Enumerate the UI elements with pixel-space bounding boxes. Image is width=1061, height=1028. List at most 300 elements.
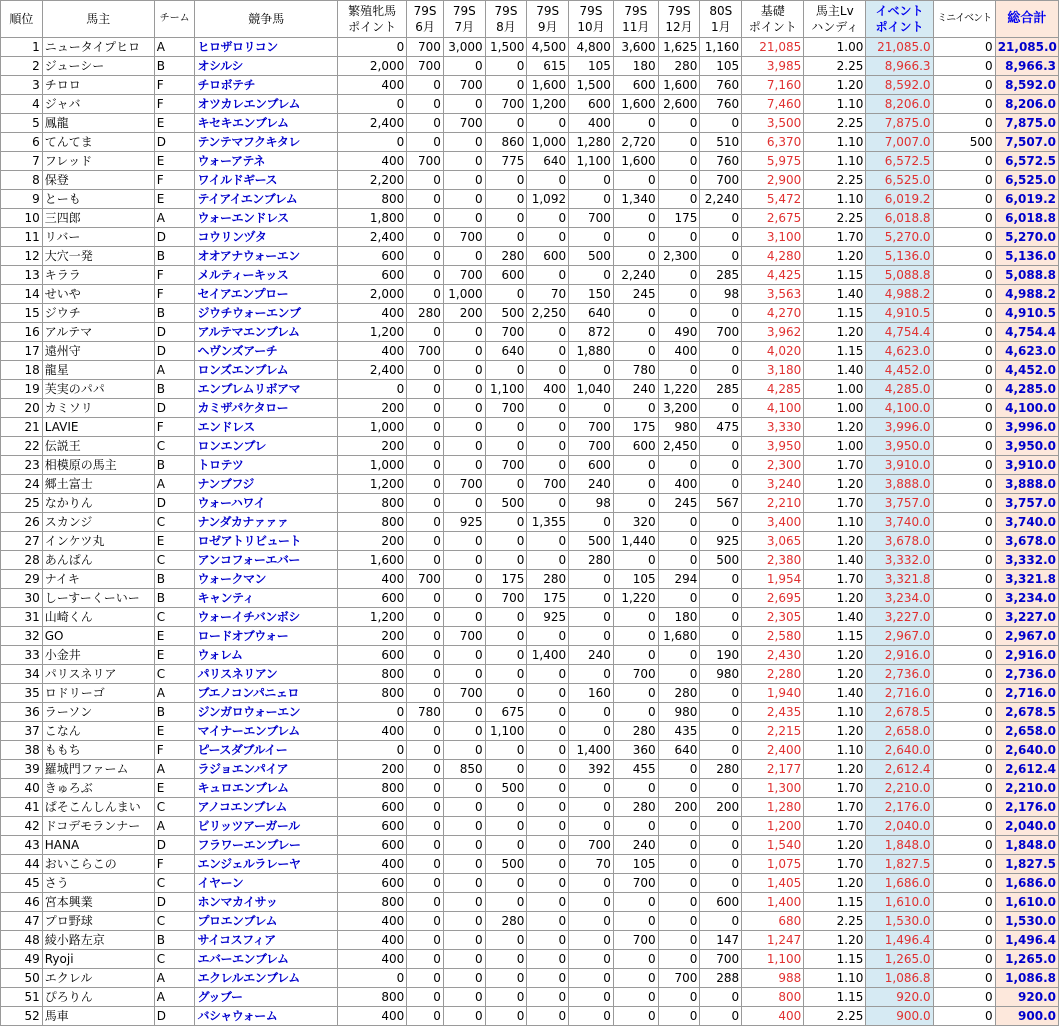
month-8-cell: 500 xyxy=(485,779,527,798)
horse-cell: ナンダカナァァァ xyxy=(195,513,338,532)
handicap-cell: 1.20 xyxy=(804,475,866,494)
team-cell: B xyxy=(154,57,195,76)
month-10-cell: 392 xyxy=(569,760,614,779)
breeding-points-cell: 0 xyxy=(338,703,407,722)
total-cell: 6,572.5 xyxy=(995,152,1058,171)
month-1-cell: 0 xyxy=(700,513,742,532)
team-cell: F xyxy=(154,855,195,874)
team-cell: C xyxy=(154,551,195,570)
owner-cell: 小金井 xyxy=(42,646,154,665)
breeding-points-cell: 400 xyxy=(338,855,407,874)
horse-cell: イヤーン xyxy=(195,874,338,893)
breeding-points-cell: 800 xyxy=(338,779,407,798)
base-points-cell: 4,285 xyxy=(742,380,804,399)
breeding-points-cell: 1,200 xyxy=(338,608,407,627)
rank-cell: 27 xyxy=(1,532,43,551)
month-11-cell: 0 xyxy=(613,304,658,323)
month-12-cell: 0 xyxy=(658,532,700,551)
table-body xyxy=(1,38,1059,1026)
breeding-points-cell: 800 xyxy=(338,665,407,684)
breeding-points-cell: 800 xyxy=(338,988,407,1007)
month-11-cell: 0 xyxy=(613,399,658,418)
breeding-points-cell: 2,400 xyxy=(338,228,407,247)
header-lv-line1: 馬主Lv xyxy=(815,4,854,18)
month-11-cell: 1,600 xyxy=(613,152,658,171)
month-6-cell: 0 xyxy=(407,646,444,665)
month-12-cell: 1,220 xyxy=(658,380,700,399)
handicap-cell: 1.40 xyxy=(804,608,866,627)
mini-event-cell: 0 xyxy=(933,38,995,57)
total-cell: 3,321.8 xyxy=(995,570,1058,589)
horse-cell: ホンマカイサッ xyxy=(195,893,338,912)
month-6-cell: 700 xyxy=(407,38,444,57)
mini-event-cell: 0 xyxy=(933,627,995,646)
team-cell: E xyxy=(154,190,195,209)
rank-cell: 50 xyxy=(1,969,43,988)
base-points-cell: 2,580 xyxy=(742,627,804,646)
month-12-cell: 0 xyxy=(658,190,700,209)
horse-cell: コウリンヅタ xyxy=(195,228,338,247)
table-row xyxy=(1,38,1059,57)
horse-cell: プロエンブレム xyxy=(195,912,338,931)
month-11-cell: 0 xyxy=(613,209,658,228)
rank-cell: 13 xyxy=(1,266,43,285)
breeding-points-cell: 600 xyxy=(338,874,407,893)
month-9-cell: 0 xyxy=(527,969,569,988)
month-10-cell: 0 xyxy=(569,266,614,285)
horse-cell: ウォーハワイ xyxy=(195,494,338,513)
month-10-cell: 0 xyxy=(569,722,614,741)
month-10-cell: 0 xyxy=(569,1007,614,1026)
handicap-cell: 1.70 xyxy=(804,494,866,513)
month-12-cell: 280 xyxy=(658,684,700,703)
horse-cell: キャンティ xyxy=(195,589,338,608)
breeding-points-cell: 600 xyxy=(338,836,407,855)
header-month-4 xyxy=(527,1,569,38)
base-points-cell: 3,065 xyxy=(742,532,804,551)
breeding-points-cell: 1,200 xyxy=(338,323,407,342)
breeding-points-cell: 600 xyxy=(338,589,407,608)
month-1-cell: 0 xyxy=(700,817,742,836)
handicap-cell: 1.00 xyxy=(804,380,866,399)
owner-cell: 相模原の馬主 xyxy=(42,456,154,475)
base-points-cell: 2,305 xyxy=(742,608,804,627)
header-month-2-line1: 79S xyxy=(452,4,476,18)
mini-event-cell: 0 xyxy=(933,855,995,874)
month-10-cell: 0 xyxy=(569,950,614,969)
team-cell: B xyxy=(154,456,195,475)
month-6-cell: 0 xyxy=(407,418,444,437)
event-points-cell: 6,019.2 xyxy=(866,190,933,209)
header-lv-line2: ハンディ xyxy=(811,20,859,34)
owner-cell: さう xyxy=(42,874,154,893)
mini-event-cell: 0 xyxy=(933,760,995,779)
month-6-cell: 0 xyxy=(407,361,444,380)
horse-cell: ウォーイチバンボシ xyxy=(195,608,338,627)
month-1-cell: 147 xyxy=(700,931,742,950)
month-12-cell: 980 xyxy=(658,418,700,437)
month-9-cell: 0 xyxy=(527,874,569,893)
month-11-cell: 0 xyxy=(613,323,658,342)
month-8-cell: 1,500 xyxy=(485,38,527,57)
month-11-cell: 320 xyxy=(613,513,658,532)
header-total: 総合計 xyxy=(995,1,1058,38)
team-cell: E xyxy=(154,532,195,551)
event-points-cell: 1,496.4 xyxy=(866,931,933,950)
month-7-cell: 0 xyxy=(443,798,485,817)
base-points-cell: 4,020 xyxy=(742,342,804,361)
month-1-cell: 760 xyxy=(700,95,742,114)
header-month-2 xyxy=(443,1,485,38)
month-8-cell: 0 xyxy=(485,418,527,437)
breeding-points-cell: 800 xyxy=(338,190,407,209)
month-6-cell: 0 xyxy=(407,893,444,912)
month-10-cell: 0 xyxy=(569,228,614,247)
total-cell: 4,754.4 xyxy=(995,323,1058,342)
month-7-cell: 3,000 xyxy=(443,38,485,57)
month-1-cell: 0 xyxy=(700,247,742,266)
month-7-cell: 0 xyxy=(443,57,485,76)
owner-cell: せいや xyxy=(42,285,154,304)
table-row xyxy=(1,912,1059,931)
month-6-cell: 0 xyxy=(407,798,444,817)
event-points-cell: 2,210.0 xyxy=(866,779,933,798)
rank-cell: 35 xyxy=(1,684,43,703)
total-cell: 3,227.0 xyxy=(995,608,1058,627)
rank-cell: 44 xyxy=(1,855,43,874)
owner-cell: チロロ xyxy=(42,76,154,95)
owner-cell: キララ xyxy=(42,266,154,285)
breeding-points-cell: 1,800 xyxy=(338,209,407,228)
header-month-7-line1: 79S xyxy=(667,4,691,18)
month-10-cell: 1,100 xyxy=(569,152,614,171)
month-10-cell: 0 xyxy=(569,608,614,627)
table-row xyxy=(1,741,1059,760)
owner-cell: LAVIE xyxy=(42,418,154,437)
month-11-cell: 1,440 xyxy=(613,532,658,551)
month-9-cell: 0 xyxy=(527,665,569,684)
rank-cell: 45 xyxy=(1,874,43,893)
handicap-cell: 1.40 xyxy=(804,361,866,380)
month-11-cell: 0 xyxy=(613,950,658,969)
month-8-cell: 0 xyxy=(485,817,527,836)
team-cell: E xyxy=(154,779,195,798)
month-7-cell: 700 xyxy=(443,475,485,494)
base-points-cell: 2,400 xyxy=(742,741,804,760)
owner-cell: ロドリーゴ xyxy=(42,684,154,703)
breeding-points-cell: 0 xyxy=(338,133,407,152)
owner-cell: 山崎くん xyxy=(42,608,154,627)
mini-event-cell: 0 xyxy=(933,304,995,323)
rank-cell: 14 xyxy=(1,285,43,304)
rank-cell: 12 xyxy=(1,247,43,266)
handicap-cell: 1.10 xyxy=(804,703,866,722)
month-6-cell: 700 xyxy=(407,342,444,361)
month-1-cell: 0 xyxy=(700,361,742,380)
base-points-cell: 1,400 xyxy=(742,893,804,912)
month-9-cell: 0 xyxy=(527,266,569,285)
base-points-cell: 3,100 xyxy=(742,228,804,247)
owner-cell: ドコデモランナー xyxy=(42,817,154,836)
month-8-cell: 0 xyxy=(485,1007,527,1026)
month-9-cell: 0 xyxy=(527,627,569,646)
event-points-cell: 1,530.0 xyxy=(866,912,933,931)
month-1-cell: 0 xyxy=(700,874,742,893)
owner-cell: スカンジ xyxy=(42,513,154,532)
month-9-cell: 400 xyxy=(527,380,569,399)
team-cell: C xyxy=(154,513,195,532)
month-12-cell: 0 xyxy=(658,171,700,190)
month-11-cell: 0 xyxy=(613,494,658,513)
month-6-cell: 700 xyxy=(407,570,444,589)
header-rank: 順位 xyxy=(1,1,43,38)
header-month-1-line2: 6月 xyxy=(415,20,435,34)
base-points-cell: 3,563 xyxy=(742,285,804,304)
breeding-points-cell: 2,200 xyxy=(338,171,407,190)
mini-event-cell: 0 xyxy=(933,703,995,722)
horse-cell: パリスネリアン xyxy=(195,665,338,684)
month-10-cell: 1,040 xyxy=(569,380,614,399)
owner-cell: おいこらこの xyxy=(42,855,154,874)
month-12-cell: 0 xyxy=(658,779,700,798)
handicap-cell: 1.10 xyxy=(804,969,866,988)
horse-cell: エクレルエンブレム xyxy=(195,969,338,988)
month-9-cell: 0 xyxy=(527,418,569,437)
month-1-cell: 0 xyxy=(700,209,742,228)
table-row xyxy=(1,190,1059,209)
event-points-cell: 21,085.0 xyxy=(866,38,933,57)
horse-cell: エンドレス xyxy=(195,418,338,437)
month-12-cell: 400 xyxy=(658,475,700,494)
month-7-cell: 0 xyxy=(443,133,485,152)
month-9-cell: 0 xyxy=(527,779,569,798)
month-10-cell: 700 xyxy=(569,836,614,855)
month-7-cell: 0 xyxy=(443,209,485,228)
mini-event-cell: 0 xyxy=(933,893,995,912)
event-points-cell: 2,612.4 xyxy=(866,760,933,779)
month-10-cell: 1,280 xyxy=(569,133,614,152)
mini-event-cell: 0 xyxy=(933,190,995,209)
rank-cell: 5 xyxy=(1,114,43,133)
month-7-cell: 0 xyxy=(443,551,485,570)
total-cell: 7,507.0 xyxy=(995,133,1058,152)
header-month-8 xyxy=(700,1,742,38)
month-10-cell: 160 xyxy=(569,684,614,703)
mini-event-cell: 0 xyxy=(933,722,995,741)
month-12-cell: 0 xyxy=(658,152,700,171)
month-7-cell: 0 xyxy=(443,893,485,912)
horse-cell: ブエノコンパニェロ xyxy=(195,684,338,703)
month-8-cell: 1,100 xyxy=(485,380,527,399)
rank-cell: 39 xyxy=(1,760,43,779)
team-cell: C xyxy=(154,437,195,456)
rank-cell: 43 xyxy=(1,836,43,855)
horse-cell: ビリッツアーガール xyxy=(195,817,338,836)
mini-event-cell: 0 xyxy=(933,266,995,285)
month-10-cell: 0 xyxy=(569,893,614,912)
horse-cell: オシルシ xyxy=(195,57,338,76)
table-row xyxy=(1,703,1059,722)
month-12-cell: 294 xyxy=(658,570,700,589)
month-10-cell: 0 xyxy=(569,703,614,722)
month-9-cell: 615 xyxy=(527,57,569,76)
team-cell: C xyxy=(154,912,195,931)
month-12-cell: 0 xyxy=(658,551,700,570)
month-1-cell: 0 xyxy=(700,722,742,741)
month-10-cell: 0 xyxy=(569,361,614,380)
month-8-cell: 700 xyxy=(485,456,527,475)
month-10-cell: 105 xyxy=(569,57,614,76)
owner-cell: リバー xyxy=(42,228,154,247)
month-6-cell: 0 xyxy=(407,209,444,228)
mini-event-cell: 0 xyxy=(933,1007,995,1026)
handicap-cell: 1.20 xyxy=(804,665,866,684)
event-points-cell: 1,265.0 xyxy=(866,950,933,969)
month-10-cell: 0 xyxy=(569,665,614,684)
month-10-cell: 240 xyxy=(569,475,614,494)
month-11-cell: 0 xyxy=(613,969,658,988)
owner-cell: ジウチ xyxy=(42,304,154,323)
base-points-cell: 800 xyxy=(742,988,804,1007)
team-cell: D xyxy=(154,399,195,418)
team-cell: A xyxy=(154,969,195,988)
header-month-8-line1: 80S xyxy=(709,4,733,18)
header-month-3-line1: 79S xyxy=(494,4,518,18)
mini-event-cell: 0 xyxy=(933,551,995,570)
month-11-cell: 280 xyxy=(613,798,658,817)
month-8-cell: 0 xyxy=(485,665,527,684)
handicap-cell: 1.40 xyxy=(804,551,866,570)
breeding-points-cell: 200 xyxy=(338,760,407,779)
total-cell: 2,967.0 xyxy=(995,627,1058,646)
month-1-cell: 700 xyxy=(700,950,742,969)
owner-cell: こなん xyxy=(42,722,154,741)
month-11-cell: 360 xyxy=(613,741,658,760)
breeding-points-cell: 0 xyxy=(338,95,407,114)
month-12-cell: 0 xyxy=(658,817,700,836)
table-row xyxy=(1,608,1059,627)
mini-event-cell: 0 xyxy=(933,950,995,969)
month-8-cell: 0 xyxy=(485,741,527,760)
rank-cell: 16 xyxy=(1,323,43,342)
breeding-points-cell: 1,000 xyxy=(338,418,407,437)
table-row xyxy=(1,323,1059,342)
event-points-cell: 3,757.0 xyxy=(866,494,933,513)
event-points-cell: 2,716.0 xyxy=(866,684,933,703)
mini-event-cell: 0 xyxy=(933,228,995,247)
mini-event-cell: 0 xyxy=(933,285,995,304)
event-points-cell: 7,007.0 xyxy=(866,133,933,152)
header-breeding xyxy=(338,1,407,38)
month-11-cell: 245 xyxy=(613,285,658,304)
rank-cell: 29 xyxy=(1,570,43,589)
month-1-cell: 0 xyxy=(700,836,742,855)
month-1-cell: 0 xyxy=(700,228,742,247)
month-9-cell: 1,600 xyxy=(527,76,569,95)
breeding-points-cell: 1,600 xyxy=(338,551,407,570)
month-10-cell: 700 xyxy=(569,209,614,228)
breeding-points-cell: 200 xyxy=(338,437,407,456)
month-6-cell: 0 xyxy=(407,95,444,114)
table-row xyxy=(1,304,1059,323)
month-6-cell: 0 xyxy=(407,1007,444,1026)
breeding-points-cell: 0 xyxy=(338,380,407,399)
breeding-points-cell: 600 xyxy=(338,266,407,285)
horse-cell: テイアイエンブレム xyxy=(195,190,338,209)
mini-event-cell: 0 xyxy=(933,798,995,817)
event-points-cell: 920.0 xyxy=(866,988,933,1007)
horse-cell: ロゼアトリビュート xyxy=(195,532,338,551)
breeding-points-cell: 200 xyxy=(338,532,407,551)
horse-cell: ウォークマン xyxy=(195,570,338,589)
mini-event-cell: 0 xyxy=(933,171,995,190)
event-points-cell: 4,988.2 xyxy=(866,285,933,304)
total-cell: 3,910.0 xyxy=(995,456,1058,475)
month-11-cell: 780 xyxy=(613,361,658,380)
event-points-cell: 2,916.0 xyxy=(866,646,933,665)
table-row xyxy=(1,418,1059,437)
breeding-points-cell: 400 xyxy=(338,76,407,95)
horse-cell: ヘヴンズアーチ xyxy=(195,342,338,361)
month-1-cell: 0 xyxy=(700,779,742,798)
header-month-3-line2: 8月 xyxy=(496,20,516,34)
header-base-line2: ポイント xyxy=(748,20,797,34)
month-9-cell: 0 xyxy=(527,399,569,418)
base-points-cell: 988 xyxy=(742,969,804,988)
team-cell: B xyxy=(154,304,195,323)
team-cell: D xyxy=(154,1007,195,1026)
horse-cell: アノコエンブレム xyxy=(195,798,338,817)
month-9-cell: 280 xyxy=(527,570,569,589)
owner-cell: ももち xyxy=(42,741,154,760)
month-12-cell: 0 xyxy=(658,646,700,665)
event-points-cell: 5,088.8 xyxy=(866,266,933,285)
month-9-cell: 0 xyxy=(527,760,569,779)
month-10-cell: 0 xyxy=(569,817,614,836)
owner-cell: ニュータイプヒロ xyxy=(42,38,154,57)
month-8-cell: 0 xyxy=(485,988,527,1007)
month-8-cell: 280 xyxy=(485,247,527,266)
total-cell: 1,265.0 xyxy=(995,950,1058,969)
rank-cell: 31 xyxy=(1,608,43,627)
table-row xyxy=(1,589,1059,608)
month-1-cell: 0 xyxy=(700,741,742,760)
rank-cell: 47 xyxy=(1,912,43,931)
mini-event-cell: 500 xyxy=(933,133,995,152)
month-8-cell: 0 xyxy=(485,114,527,133)
header-breeding-line1: 繁殖牝馬 xyxy=(348,4,397,18)
month-6-cell: 0 xyxy=(407,969,444,988)
handicap-cell: 1.15 xyxy=(804,627,866,646)
table-row xyxy=(1,969,1059,988)
team-cell: E xyxy=(154,627,195,646)
month-10-cell: 70 xyxy=(569,855,614,874)
month-11-cell: 700 xyxy=(613,665,658,684)
month-12-cell: 0 xyxy=(658,855,700,874)
table-row xyxy=(1,646,1059,665)
total-cell: 4,623.0 xyxy=(995,342,1058,361)
month-10-cell: 0 xyxy=(569,969,614,988)
owner-cell: 羅城門ファーム xyxy=(42,760,154,779)
month-7-cell: 850 xyxy=(443,760,485,779)
event-points-cell: 4,910.5 xyxy=(866,304,933,323)
horse-cell: エバーエンブレム xyxy=(195,950,338,969)
team-cell: E xyxy=(154,646,195,665)
base-points-cell: 3,985 xyxy=(742,57,804,76)
base-points-cell: 4,280 xyxy=(742,247,804,266)
month-1-cell: 285 xyxy=(700,266,742,285)
month-6-cell: 0 xyxy=(407,285,444,304)
